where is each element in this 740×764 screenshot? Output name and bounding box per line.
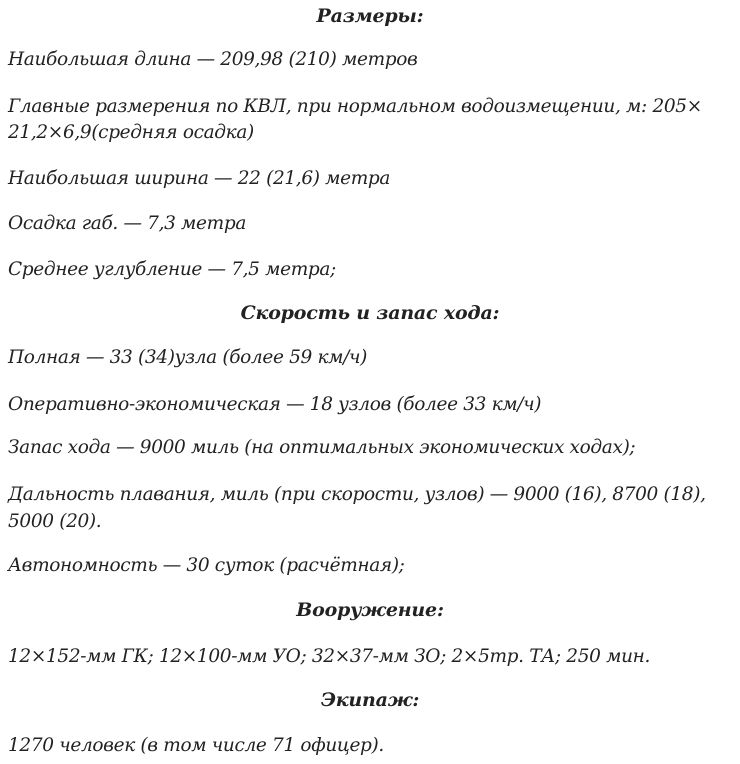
section-heading-dimensions: Размеры: — [316, 5, 424, 27]
spec-line: 12×152-мм ГК; 12×100-мм УО; 32×37-мм ЗО; 2×5тр. ТА; 250 мин. — [8, 646, 651, 667]
spec-line: 21,2×6,9(средняя осадка) — [8, 122, 254, 143]
spec-line: Наибольшая длина — 209,98 (210) метров — [8, 49, 418, 70]
spec-line: Запас хода — 9000 миль (на оптимальных экономических ходах); — [8, 437, 636, 458]
spec-line: Осадка габ. — 7,3 метра — [8, 213, 247, 234]
spec-line: Дальность плавания, миль (при скорости, узлов) — 9000 (16), 8700 (18), — [8, 484, 706, 505]
spec-line: Наибольшая ширина — 22 (21,6) метра — [8, 168, 391, 189]
spec-line: Автономность — 30 суток (расчётная); — [8, 555, 405, 576]
spec-line: Среднее углубление — 7,5 метра; — [8, 259, 336, 280]
section-heading-armament: Вооружение: — [296, 599, 444, 621]
spec-line: Главные размерения по КВЛ, при нормальном водоизмещении, м: 205× — [8, 96, 702, 117]
spec-line: Оперативно-экономическая — 18 узлов (более 33 км/ч) — [8, 394, 542, 415]
section-heading-speed-range: Скорость и запас хода: — [240, 302, 500, 324]
spec-line: 5000 (20). — [8, 511, 102, 532]
spec-line: Полная — 33 (34)узла (более 59 км/ч) — [8, 347, 368, 368]
section-heading-crew: Экипаж: — [320, 689, 420, 711]
spec-line: 1270 человек (в том числе 71 офицер). — [8, 735, 384, 756]
